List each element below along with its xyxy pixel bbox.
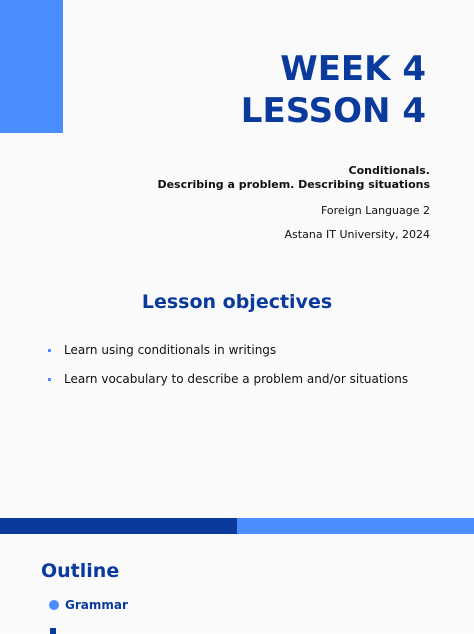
bullet-icon [48, 378, 51, 381]
objectives-slide [0, 280, 474, 518]
university-name: Astana IT University, 2024 [284, 228, 430, 241]
outline-slide [0, 534, 474, 632]
accent-block [0, 0, 63, 133]
objective-item [48, 340, 408, 360]
objectives-title: Lesson objectives [141, 291, 333, 313]
slide-divider [0, 518, 474, 534]
lesson-heading: LESSON 4 [240, 91, 426, 131]
outline-item-label: Grammar [65, 598, 128, 612]
title-slide [0, 0, 474, 280]
divider-dark-segment [0, 518, 237, 534]
circle-bullet-icon [49, 600, 59, 610]
sub-bullet-icon [50, 628, 56, 634]
outline-item [49, 598, 128, 612]
objectives-list [48, 340, 408, 398]
objective-text: Learn using conditionals in writings [64, 343, 277, 357]
week-heading: WEEK 4 [280, 49, 426, 89]
subtitle-block [157, 164, 430, 242]
bullet-icon [48, 349, 51, 352]
topic-line-1: Conditionals. [348, 164, 430, 177]
divider-light-segment [237, 518, 474, 534]
outline-title: Outline [41, 560, 120, 582]
objective-item [48, 369, 408, 389]
objective-text: Learn vocabulary to describe a problem and/or situations [64, 372, 409, 386]
course-name: Foreign Language 2 [320, 204, 430, 217]
topic-line-2: Describing a problem. Describing situations [157, 178, 430, 191]
slide-title [241, 48, 426, 132]
